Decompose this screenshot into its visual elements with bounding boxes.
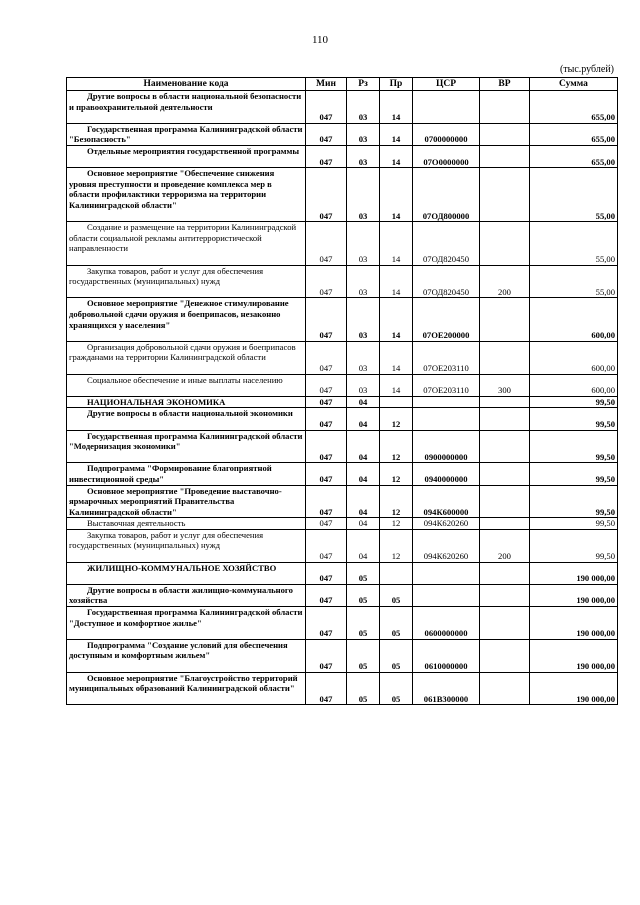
page-number: 110 (311, 34, 329, 46)
cell-pr: 14 (380, 374, 413, 396)
cell-min: 047 (306, 408, 347, 430)
cell-csr: 07ОЕ203110 (413, 341, 480, 374)
cell-pr: 14 (380, 145, 413, 167)
cell-rz: 03 (347, 91, 380, 124)
cell-sum: 600,00 (530, 298, 618, 341)
cell-csr: 061В300000 (413, 672, 480, 705)
table-row (67, 341, 618, 374)
cell-rz: 03 (347, 298, 380, 341)
cell-vr: 200 (480, 529, 530, 562)
cell-csr: 0610000000 (413, 639, 480, 672)
cell-vr (480, 562, 530, 584)
cell-sum: 99,50 (530, 518, 618, 530)
cell-rz: 03 (347, 265, 380, 298)
cell-pr: 05 (380, 607, 413, 640)
cell-pr: 14 (380, 298, 413, 341)
cell-name: Другие вопросы в области национальной безопасности и правоохранительной деятельности (67, 91, 306, 124)
cell-rz: 05 (347, 562, 380, 584)
cell-min: 047 (306, 374, 347, 396)
cell-name: Социальное обеспечение и иные выплаты населению (67, 374, 306, 396)
cell-pr: 14 (380, 265, 413, 298)
cell-vr (480, 168, 530, 222)
cell-csr: 07О0000000 (413, 145, 480, 167)
cell-rz: 05 (347, 672, 380, 705)
cell-vr (480, 463, 530, 485)
cell-min: 047 (306, 584, 347, 606)
cell-sum: 655,00 (530, 123, 618, 145)
cell-sum: 99,50 (530, 463, 618, 485)
header-min: Мин (306, 78, 347, 91)
cell-sum: 190 000,00 (530, 607, 618, 640)
cell-pr: 14 (380, 91, 413, 124)
units-label: (тыс.рублей) (559, 64, 614, 75)
header-pr: Пр (380, 78, 413, 91)
cell-sum: 190 000,00 (530, 584, 618, 606)
cell-vr: 200 (480, 265, 530, 298)
header-vr: ВР (480, 78, 530, 91)
header-name: Наименование кода (67, 78, 306, 91)
cell-pr: 14 (380, 168, 413, 222)
cell-vr (480, 123, 530, 145)
cell-name: ЖИЛИЩНО-КОММУНАЛЬНОЕ ХОЗЯЙСТВО (67, 562, 306, 584)
cell-pr: 05 (380, 672, 413, 705)
cell-min: 047 (306, 298, 347, 341)
cell-name: Государственная программа Калининградской области "Модернизация экономики" (67, 430, 306, 463)
cell-name: Государственная программа Калининградской области "Безопасность" (67, 123, 306, 145)
cell-min: 047 (306, 529, 347, 562)
cell-name: Подпрограмма "Формирование благоприятной инвестиционной среды" (67, 463, 306, 485)
cell-min: 047 (306, 639, 347, 672)
cell-name: Другие вопросы в области жилищно-коммунального хозяйства (67, 584, 306, 606)
cell-csr: 07ОЕ200000 (413, 298, 480, 341)
cell-csr: 07ОД820450 (413, 222, 480, 265)
table-row (67, 562, 618, 584)
cell-name: Отдельные мероприятия государственной программы (67, 145, 306, 167)
cell-min: 047 (306, 123, 347, 145)
cell-csr: 07ОД820450 (413, 265, 480, 298)
cell-sum: 190 000,00 (530, 562, 618, 584)
table-row (67, 518, 618, 530)
cell-pr: 12 (380, 485, 413, 518)
cell-name: Основное мероприятие "Благоустройство территорий муниципальных образований Калининградской области" (67, 672, 306, 705)
cell-pr (380, 396, 413, 408)
cell-min: 047 (306, 672, 347, 705)
cell-rz: 03 (347, 222, 380, 265)
cell-sum: 99,50 (530, 408, 618, 430)
cell-min: 047 (306, 430, 347, 463)
cell-rz: 04 (347, 518, 380, 530)
cell-name: Государственная программа Калининградской области "Доступное и комфортное жилье" (67, 607, 306, 640)
cell-rz: 04 (347, 529, 380, 562)
cell-sum: 190 000,00 (530, 639, 618, 672)
cell-sum: 600,00 (530, 374, 618, 396)
cell-sum: 99,50 (530, 396, 618, 408)
table-row (67, 672, 618, 705)
cell-name: НАЦИОНАЛЬНАЯ ЭКОНОМИКА (67, 396, 306, 408)
cell-min: 047 (306, 463, 347, 485)
table-row (67, 485, 618, 518)
cell-csr (413, 396, 480, 408)
cell-csr (413, 584, 480, 606)
cell-sum: 655,00 (530, 91, 618, 124)
table-row (67, 145, 618, 167)
cell-rz: 03 (347, 168, 380, 222)
cell-sum: 600,00 (530, 341, 618, 374)
cell-csr (413, 91, 480, 124)
table-row (67, 298, 618, 341)
cell-min: 047 (306, 607, 347, 640)
cell-name: Организация добровольной сдачи оружия и боеприпасов гражданами на территории Калининградской области (67, 341, 306, 374)
table-row (67, 607, 618, 640)
table-row (67, 265, 618, 298)
cell-name: Создание и размещение на территории Калининградской области социальной рекламы антитеррористической направленности (67, 222, 306, 265)
cell-vr (480, 518, 530, 530)
cell-name: Основное мероприятие "Денежное стимулирование добровольной сдачи оружия и боеприпасов, незаконно хранящихся у населения" (67, 298, 306, 341)
cell-rz: 04 (347, 408, 380, 430)
cell-name: Другие вопросы в области национальной экономики (67, 408, 306, 430)
table-body (67, 91, 618, 705)
cell-name: Закупка товаров, работ и услуг для обеспечения государственных (муниципальных) нужд (67, 265, 306, 298)
cell-rz: 03 (347, 341, 380, 374)
cell-csr (413, 562, 480, 584)
table-row (67, 374, 618, 396)
cell-pr: 12 (380, 529, 413, 562)
cell-vr (480, 672, 530, 705)
cell-rz: 04 (347, 396, 380, 408)
cell-min: 047 (306, 518, 347, 530)
cell-rz: 04 (347, 430, 380, 463)
cell-sum: 55,00 (530, 265, 618, 298)
cell-sum: 55,00 (530, 168, 618, 222)
cell-csr (413, 408, 480, 430)
table-row (67, 123, 618, 145)
cell-min: 047 (306, 341, 347, 374)
cell-sum: 99,50 (530, 529, 618, 562)
cell-name: Закупка товаров, работ и услуг для обеспечения государственных (муниципальных) нужд (67, 529, 306, 562)
table-header-row (67, 78, 618, 91)
cell-name: Подпрограмма "Создание условий для обеспечения доступным и комфортным жильем" (67, 639, 306, 672)
cell-vr (480, 485, 530, 518)
table-row (67, 584, 618, 606)
cell-csr: 0940000000 (413, 463, 480, 485)
table-row (67, 91, 618, 124)
cell-vr (480, 396, 530, 408)
cell-csr: 07ОД800000 (413, 168, 480, 222)
cell-min: 047 (306, 562, 347, 584)
cell-csr: 094К620260 (413, 518, 480, 530)
cell-vr (480, 145, 530, 167)
cell-pr: 14 (380, 123, 413, 145)
cell-min: 047 (306, 168, 347, 222)
cell-vr (480, 298, 530, 341)
cell-pr: 12 (380, 463, 413, 485)
cell-vr (480, 607, 530, 640)
cell-sum: 655,00 (530, 145, 618, 167)
cell-pr: 05 (380, 584, 413, 606)
cell-min: 047 (306, 485, 347, 518)
cell-sum: 99,50 (530, 430, 618, 463)
cell-vr (480, 341, 530, 374)
cell-min: 047 (306, 145, 347, 167)
cell-csr: 0600000000 (413, 607, 480, 640)
cell-min: 047 (306, 396, 347, 408)
cell-sum: 55,00 (530, 222, 618, 265)
cell-rz: 03 (347, 145, 380, 167)
cell-rz: 05 (347, 584, 380, 606)
cell-sum: 190 000,00 (530, 672, 618, 705)
cell-rz: 03 (347, 123, 380, 145)
cell-min: 047 (306, 91, 347, 124)
cell-vr (480, 91, 530, 124)
cell-vr (480, 430, 530, 463)
cell-csr: 094К620260 (413, 529, 480, 562)
cell-pr: 12 (380, 430, 413, 463)
cell-vr (480, 408, 530, 430)
table-row (67, 408, 618, 430)
cell-csr: 0700000000 (413, 123, 480, 145)
cell-pr (380, 562, 413, 584)
header-csr: ЦСР (413, 78, 480, 91)
cell-csr: 07ОЕ203110 (413, 374, 480, 396)
budget-table (66, 77, 618, 705)
table-row (67, 639, 618, 672)
header-rz: Рз (347, 78, 380, 91)
cell-rz: 04 (347, 485, 380, 518)
cell-csr: 0900000000 (413, 430, 480, 463)
cell-vr (480, 639, 530, 672)
cell-pr: 12 (380, 408, 413, 430)
cell-csr: 094К600000 (413, 485, 480, 518)
table-row (67, 222, 618, 265)
cell-rz: 04 (347, 463, 380, 485)
cell-name: Основное мероприятие "Обеспечение снижения уровня преступности и проведение комплекса мер в области профилактики терроризма на территории Калининградской области" (67, 168, 306, 222)
header-sum: Сумма (530, 78, 618, 91)
cell-pr: 12 (380, 518, 413, 530)
cell-pr: 05 (380, 639, 413, 672)
cell-pr: 14 (380, 222, 413, 265)
table-row (67, 168, 618, 222)
cell-min: 047 (306, 222, 347, 265)
cell-name: Выставочная деятельность (67, 518, 306, 530)
cell-name: Основное мероприятие "Проведение выставочно-ярмарочных мероприятий Правительства Калининградской области" (67, 485, 306, 518)
table-row (67, 430, 618, 463)
cell-rz: 03 (347, 374, 380, 396)
cell-rz: 05 (347, 639, 380, 672)
cell-rz: 05 (347, 607, 380, 640)
cell-vr (480, 222, 530, 265)
cell-vr (480, 584, 530, 606)
cell-sum: 99,50 (530, 485, 618, 518)
cell-vr: 300 (480, 374, 530, 396)
cell-pr: 14 (380, 341, 413, 374)
cell-min: 047 (306, 265, 347, 298)
table-row (67, 396, 618, 408)
table-row (67, 463, 618, 485)
table-row (67, 529, 618, 562)
